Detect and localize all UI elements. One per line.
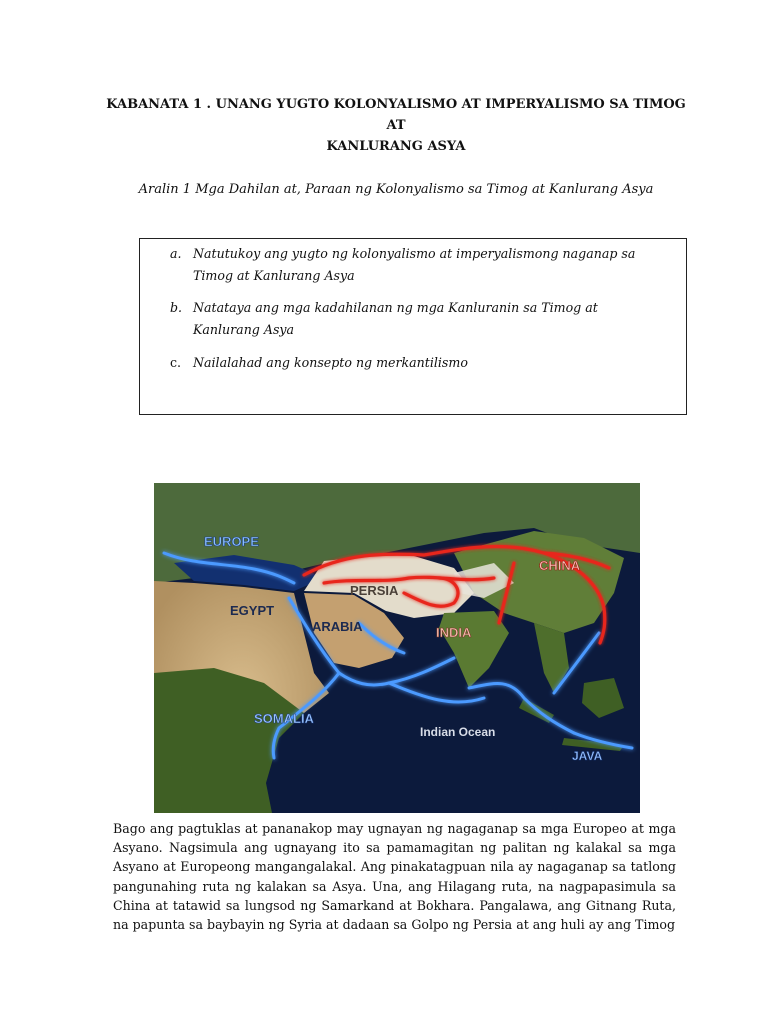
objective-letter: a. [170, 246, 182, 261]
map-label-egypt: EGYPT [230, 603, 275, 618]
objective-letter: b. [170, 300, 183, 315]
map-label-java: JAVA [572, 749, 603, 763]
map-label-china: CHINA [539, 558, 581, 573]
lesson-subtitle: Aralin 1 Mga Dahilan at, Paraan ng Kolonyalismo sa Timog at Kanlurang Asya [138, 182, 654, 197]
objective-text: Nailalahad ang konsepto ng merkantilismo [193, 355, 468, 370]
map-label-europe: EUROPE [204, 534, 259, 549]
objectives-box [139, 238, 687, 415]
body-paragraph: Bago ang pagtuklas at pananakop may ugnayan ng nagaganap sa mga Europeo at mga Asyano. Nagsimula ang ugnayang ito sa pamamagitan ng palitan ng kalakal sa mga Asyano at Europeong mangangalakal. Ang pinakatagpuan nila ay nagaganap sa tatlong pangunahing ruta ng kalakan sa Asya. Una, ang Hilagang ruta, na nagpapasimula sa China at tatawid sa lungsod ng Samarkand at Bokhara. Pangalawa, ang Gitnang Ruta, na papunta sa baybayin ng Syria at dadaan sa Golpo ng Persia at ang huli ay ang Timog [113, 821, 676, 933]
objective-letter: c. [170, 355, 182, 370]
chapter-title-line-2: KANLURANG ASYA [326, 139, 466, 154]
objective-text: Natataya ang mga kadahilanan ng mga Kanluranin sa Timog at Kanlurang Asya [193, 300, 598, 337]
trade-routes-map [154, 483, 640, 813]
objective-text: Natutukoy ang yugto ng kolonyalismo at imperyalismong naganap sa Timog at Kanlurang Asya [193, 246, 636, 283]
map-label-indian-ocean: Indian Ocean [420, 725, 496, 739]
map-label-india: INDIA [436, 625, 472, 640]
map-label-arabia: ARABIA [312, 619, 363, 634]
map-label-persia: PERSIA [350, 583, 399, 598]
objective-item-b [170, 297, 650, 341]
chapter-title-line-1: KABANATA 1 . UNANG YUGTO KOLONYALISMO AT IMPERYALISMO SA TIMOG AT [106, 97, 686, 133]
objective-item-a [170, 243, 650, 287]
map-image [154, 483, 640, 813]
chapter-title [100, 94, 692, 157]
objective-item-c [170, 352, 650, 374]
map-label-somalia: SOMALIA [254, 711, 314, 726]
